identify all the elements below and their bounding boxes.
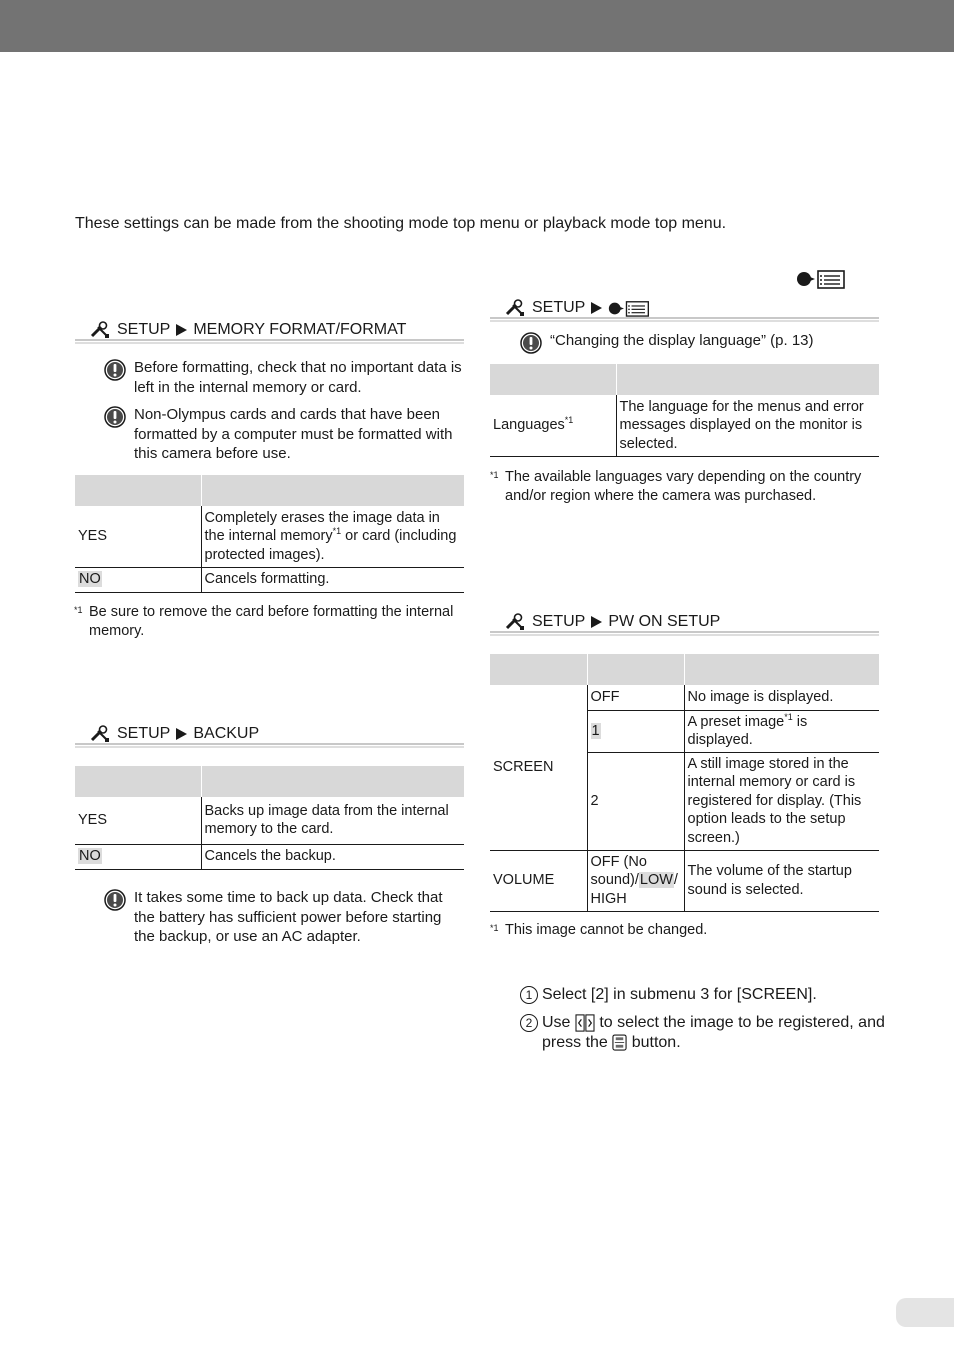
step-number: 1 [520,986,538,1004]
table-row [75,844,464,869]
menu-target: BACKUP [193,725,260,742]
description-cell: No image is displayed. [684,685,879,710]
language-heading [490,298,879,322]
menu-target: MEMORY FORMAT/FORMAT [193,321,407,338]
option-cell: OFF (No sound)/LOW/ HIGH [587,850,684,911]
setup-label: SETUP [117,725,171,742]
description-cell: The volume of the startup sound is selected. [684,850,879,911]
caution-note-text: Before formatting, check that no important data is left in the internal memory or card. [134,359,462,396]
wrench-icon [504,299,526,317]
pw-on-setup-table [490,654,879,912]
triangle-right-icon [176,324,187,336]
registration-steps [520,985,890,1061]
caution-note-text: Non-Olympus cards and cards that have been formatted by a computer must be formatted with this camera before use. [134,406,453,462]
caution-note [104,888,466,948]
option-cell: YES [75,797,201,844]
table-row [490,685,879,710]
table-row [490,850,879,911]
description-cell: Cancels formatting. [201,567,464,592]
language-icon [608,299,650,318]
caution-note [104,358,466,400]
footnote: *1 This image cannot be changed. [490,922,708,938]
backup-heading [75,724,464,748]
table-row [490,395,879,456]
step-item [520,985,890,1005]
setup-label: SETUP [532,299,586,316]
step-number: 2 [520,1014,538,1032]
memory-format-table [75,475,464,593]
option-cell: NO [75,567,201,592]
menu-target: PW ON SETUP [608,613,721,630]
ok-func-button-icon [612,1034,627,1051]
triangle-right-icon [176,728,187,740]
option-cell: OFF [587,685,684,710]
caution-note [520,331,880,355]
step-item: 2 Use to select the image to be registered, and press the button. [520,1013,890,1053]
item-cell: VOLUME [490,850,587,911]
footnote: *1 The available languages vary depending on the country and/or region where the camera was purchased. [490,469,862,504]
setup-label: SETUP [532,613,586,630]
caution-note-text: “Changing the display language” (p. 13) [550,332,814,349]
pw-on-setup-heading [490,612,879,636]
caution-note [104,405,466,465]
description-cell: Cancels the backup. [201,844,464,869]
option-cell: Languages$^{*1}$ [490,395,616,456]
description-cell: A preset image$^{*1}$ is displayed. [684,710,879,752]
table-row [75,797,464,844]
footnote: *1 Be sure to remove the card before formatting the internal memory. [74,604,454,639]
page-number-tab [896,1298,954,1327]
wrench-icon [89,725,111,743]
description-cell: Completely erases the image data in the internal memory$^{*1}$ or card (including protected images). [201,506,464,567]
triangle-right-icon [591,302,602,314]
option-cell: NO [75,844,201,869]
caution-icon [104,359,126,381]
option-cell: 1 [587,710,684,752]
top-banner [0,0,954,52]
memory-format-heading [75,320,464,344]
item-cell: SCREEN [490,685,587,850]
caution-icon [520,332,542,354]
table-row [75,506,464,567]
triangle-right-icon [591,616,602,628]
description-cell: Backs up image data from the internal memory to the card. [201,797,464,844]
option-cell: YES [75,506,201,567]
left-right-keys-icon [575,1014,595,1032]
option-cell: 2 [587,752,684,850]
language-icon [796,268,846,290]
language-table [490,364,879,457]
setup-label: SETUP [117,321,171,338]
description-cell: The language for the menus and error messages displayed on the monitor is selected. [616,395,879,456]
table-row [75,567,464,592]
step-text: Select [2] in submenu 3 for [SCREEN]. [542,986,817,1003]
wrench-icon [89,321,111,339]
caution-note-text: It takes some time to back up data. Check that the battery has sufficient power before starting the backup, or use an AC adapter. [134,889,443,945]
caution-icon [104,406,126,428]
backup-table [75,766,464,870]
intro-text: These settings can be made from the shooting mode top menu or playback mode top menu. [75,215,727,232]
description-cell: A still image stored in the internal memory or card is registered for display. (This option leads to the setup screen.) [684,752,879,850]
caution-icon [104,889,126,911]
wrench-icon [504,613,526,631]
